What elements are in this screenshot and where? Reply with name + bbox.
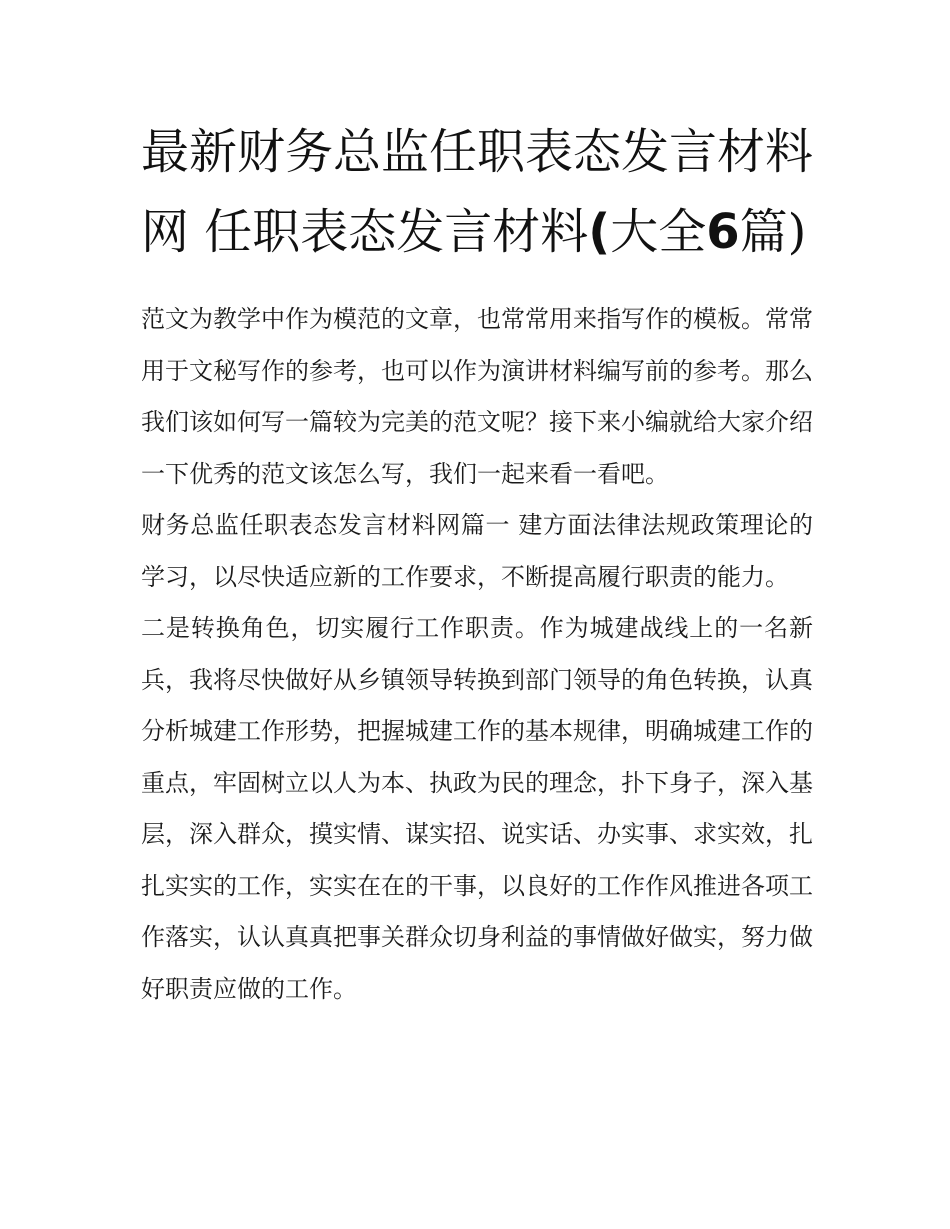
document-page — [141, 112, 813, 1015]
title-paren-open: ( — [588, 204, 611, 260]
paragraph-point-two: 二是转换角色，切实履行工作职责。作为城建战线上的一名新兵，我将尽快做好从乡镇领导转换到部门领导的角色转换，认真分析城建工作形势，把握城建工作的基本规律，明确城建工作的重点，牢固树立以人为本、执政为民的理念，扑下身子，深入基层，深入群众，摸实情、谋实招、说实话、办实事、求实效，扎扎实实的工作，实实在在的干事，以良好的工作作风推进各项工作落实，认认真真把事关群众切身利益的事情做好做实，努力做好职责应做的工作。 — [141, 614, 813, 1003]
title-text-daquan: 大全 — [610, 204, 707, 260]
title-text-end: 篇) — [739, 204, 807, 260]
document-body — [141, 294, 813, 1015]
document-title — [141, 112, 813, 272]
title-count: 6 — [706, 204, 740, 260]
paragraph-section-one: 财务总监任职表态发言材料网篇一 建方面法律法规政策理论的学习，以尽快适应新的工作要求，不断提高履行职责的能力。 — [141, 511, 813, 591]
title-text: 最新财务总监任职表态发言材料网 任职表态发言材料 — [141, 124, 814, 260]
paragraph-intro: 范文为教学中作为模范的文章，也常常用来指写作的模板。常常用于文秘写作的参考，也可以作为演讲材料编写前的参考。那么我们该如何写一篇较为完美的范文呢？接下来小编就给大家介绍一下优秀的范文该怎么写，我们一起来看一看吧。 — [141, 305, 813, 488]
